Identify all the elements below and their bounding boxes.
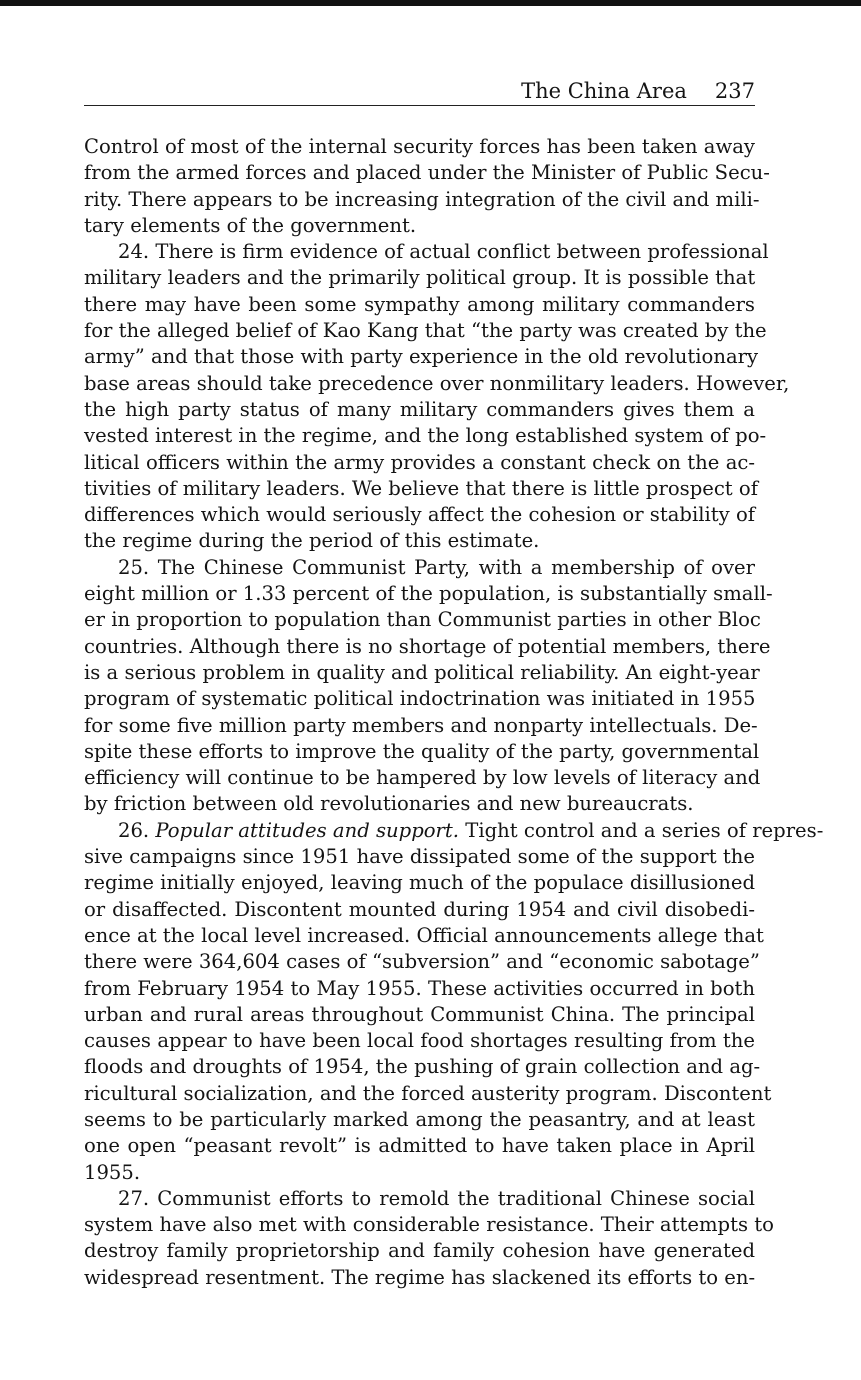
- top-edge-bar: [0, 0, 861, 6]
- text-line: from February 1954 to May 1955. These activities occurred in both: [84, 976, 755, 1000]
- text-line: program of systematic political indoctrination was initiated in 1955: [84, 687, 756, 711]
- paragraph-27: [84, 1186, 774, 1291]
- running-header: [84, 78, 755, 106]
- paragraph-25: [84, 555, 773, 818]
- text-line: tary elements of the government.: [84, 213, 417, 237]
- text-line: urban and rural areas throughout Communist China. The principal: [84, 1002, 755, 1026]
- text-line: 24. There is firm evidence of actual conflict between professional: [118, 240, 769, 264]
- text-line: ence at the local level increased. Official announcements allege that: [84, 923, 764, 947]
- text-line: the high party status of many military commanders gives them a: [84, 397, 755, 421]
- text-line: base areas should take precedence over nonmilitary leaders. However,: [84, 371, 790, 395]
- text-line: one open “peasant revolt” is admitted to have taken place in April: [84, 1134, 755, 1158]
- text-line: er in proportion to population than Communist parties in other Bloc: [84, 608, 761, 632]
- text-line: ricultural socialization, and the forced austerity program. Discontent: [84, 1081, 772, 1105]
- text-line: by friction between old revolutionaries and new bureaucrats.: [84, 792, 694, 816]
- text-line: military leaders and the primarily political group. It is possible that: [84, 266, 756, 290]
- section-heading: Popular attitudes and support.: [155, 818, 460, 842]
- paragraph-26: [84, 818, 824, 1186]
- text-line: for the alleged belief of Kao Kang that “the party was created by the: [84, 319, 767, 343]
- text-line: efficiency will continue to be hampered by low levels of literacy and: [84, 766, 761, 790]
- text-line: sive campaigns since 1951 have dissipated some of the support the: [84, 845, 755, 869]
- text-line: vested interest in the regime, and the long established system of po-: [84, 424, 767, 448]
- text-line: floods and droughts of 1954, the pushing of grain collection and ag-: [84, 1055, 761, 1079]
- paragraph-number: 26.: [118, 818, 150, 842]
- text-line: 1955.: [84, 1160, 141, 1184]
- page-number: 237: [714, 79, 755, 103]
- text-line: causes appear to have been local food shortages resulting from the: [84, 1029, 755, 1053]
- text-fragment: Tight control and a series of repres-: [465, 818, 824, 842]
- text-line: spite these efforts to improve the quality of the party, governmental: [84, 739, 760, 763]
- text-line: is a serious problem in quality and political reliability. An eight-year: [84, 660, 760, 684]
- text-line: or disaffected. Discontent mounted during 1954 and civil disobedi-: [84, 897, 755, 921]
- text-line: seems to be particularly marked among the peasantry, and at least: [84, 1107, 755, 1131]
- text-line: there were 364,604 cases of “subversion” and “economic sabotage”: [84, 950, 760, 974]
- body-text: [84, 134, 824, 1291]
- text-line: rity. There appears to be increasing integration of the civil and mili-: [84, 187, 760, 211]
- text-line: 27. Communist efforts to remold the traditional Chinese social: [118, 1186, 755, 1210]
- text-line: destroy family proprietorship and family cohesion have generated: [84, 1239, 755, 1263]
- text-line: [84, 818, 824, 844]
- paragraph-24: [84, 239, 790, 555]
- text-line: army” and that those with party experience in the old revolutionary: [84, 345, 759, 369]
- text-line: 25. The Chinese Communist Party, with a membership of over: [118, 555, 755, 579]
- text-line: the regime during the period of this estimate.: [84, 529, 540, 553]
- text-line: for some five million party members and nonparty intellectuals. De-: [84, 713, 758, 737]
- paragraph: [84, 134, 770, 239]
- text-line: Control of most of the internal security forces has been taken away: [84, 135, 755, 158]
- text-line: differences which would seriously affect the cohesion or stability of: [84, 503, 755, 527]
- text-line: regime initially enjoyed, leaving much of the populace disillusioned: [84, 871, 756, 895]
- text-line: system have also met with considerable resistance. Their attempts to: [84, 1213, 774, 1237]
- text-line: eight million or 1.33 percent of the population, is substantially small-: [84, 582, 773, 606]
- text-line: litical officers within the army provides a constant check on the ac-: [84, 450, 755, 474]
- text-line: there may have been some sympathy among military commanders: [84, 292, 755, 316]
- text-line: countries. Although there is no shortage of potential members, there: [84, 634, 771, 658]
- text-line: from the armed forces and placed under the Minister of Public Secu-: [84, 161, 770, 185]
- running-header-title: The China Area: [521, 79, 687, 103]
- text-line: tivities of military leaders. We believe that there is little prospect of: [84, 476, 758, 500]
- text-line: widespread resentment. The regime has slackened its efforts to en-: [84, 1265, 756, 1289]
